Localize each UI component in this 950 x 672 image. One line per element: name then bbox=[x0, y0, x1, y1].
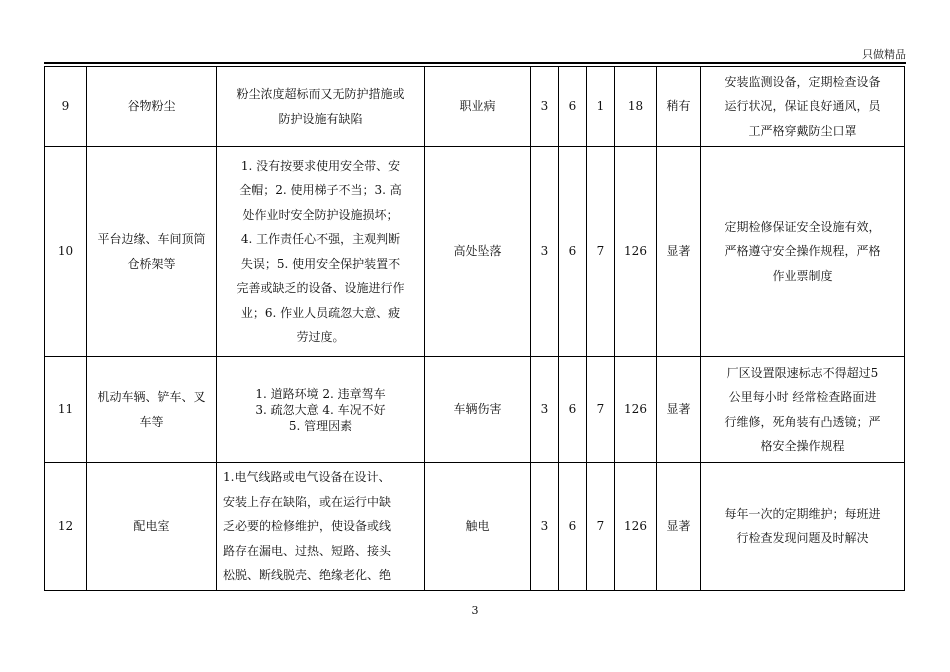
c-value: 7 bbox=[587, 147, 615, 357]
measures-cell: 每年一次的定期维护；每班进 行检查发现问题及时解决 bbox=[701, 463, 905, 591]
risk-level: 稍有 bbox=[657, 67, 701, 147]
measures-cell: 厂区设置限速标志不得超过5 公里每小时 经常检查路面进 行维修，死角装有凸透镜；严 格安全操作规程 bbox=[701, 357, 905, 463]
risk-level: 显著 bbox=[657, 147, 701, 357]
table-row bbox=[45, 67, 905, 147]
risk-level: 显著 bbox=[657, 357, 701, 463]
hazard-cell: 职业病 bbox=[425, 67, 531, 147]
table-row bbox=[45, 147, 905, 357]
c-value: 7 bbox=[587, 463, 615, 591]
hazard-cell: 触电 bbox=[425, 463, 531, 591]
d-value: 126 bbox=[615, 463, 657, 591]
hazard-cell: 高处坠落 bbox=[425, 147, 531, 357]
location-cell: 平台边缘、车间顶筒 仓桥架等 bbox=[87, 147, 217, 357]
cause-cell: 1. 没有按要求使用安全带、安 全帽；2. 使用梯子不当；3. 高 处作业时安全防护设施损坏； 4. 工作责任心不强，主观判断 失误；5. 使用安全保护装置不 完善或缺乏的设备、设施进行作 业；6. 作业人员疏忽大意、疲 劳过度。 bbox=[217, 147, 425, 357]
cause-cell: 1.电气线路或电气设备在设计、 安装上存在缺陷，或在运行中缺 乏必要的检修维护，使设备或线 路存在漏电、过热、短路、接头 松脱、断线脱壳、绝缘老化、绝 bbox=[217, 463, 425, 591]
location-cell: 机动车辆、铲车、叉 车等 bbox=[87, 357, 217, 463]
row-number: 11 bbox=[45, 357, 87, 463]
risk-level: 显著 bbox=[657, 463, 701, 591]
table-row bbox=[45, 463, 905, 591]
location-cell: 谷物粉尘 bbox=[87, 67, 217, 147]
cause-cell: 粉尘浓度超标而又无防护措施或 防护设施有缺陷 bbox=[217, 67, 425, 147]
d-value: 126 bbox=[615, 357, 657, 463]
measures-cell: 定期检修保证安全设施有效， 严格遵守安全操作规程，严格 作业票制度 bbox=[701, 147, 905, 357]
l-value: 3 bbox=[531, 147, 559, 357]
e-value: 6 bbox=[559, 67, 587, 147]
row-number: 9 bbox=[45, 67, 87, 147]
cause-cell: 1. 道路环境 2. 违章驾车 3. 疏忽大意 4. 车况不好 5. 管理因素 bbox=[217, 357, 425, 463]
table-row bbox=[45, 357, 905, 463]
e-value: 6 bbox=[559, 463, 587, 591]
l-value: 3 bbox=[531, 67, 559, 147]
e-value: 6 bbox=[559, 357, 587, 463]
l-value: 3 bbox=[531, 463, 559, 591]
risk-assessment-table bbox=[44, 66, 905, 591]
location-cell: 配电室 bbox=[87, 463, 217, 591]
page-number: 3 bbox=[471, 604, 479, 617]
header-rule bbox=[44, 62, 906, 64]
d-value: 18 bbox=[615, 67, 657, 147]
c-value: 7 bbox=[587, 357, 615, 463]
e-value: 6 bbox=[559, 147, 587, 357]
c-value: 1 bbox=[587, 67, 615, 147]
measures-cell: 安装监测设备，定期检查设备 运行状况，保证良好通风，员 工严格穿戴防尘口罩 bbox=[701, 67, 905, 147]
l-value: 3 bbox=[531, 357, 559, 463]
row-number: 10 bbox=[45, 147, 87, 357]
hazard-cell: 车辆伤害 bbox=[425, 357, 531, 463]
header-note: 只做精品 bbox=[862, 48, 906, 61]
row-number: 12 bbox=[45, 463, 87, 591]
d-value: 126 bbox=[615, 147, 657, 357]
